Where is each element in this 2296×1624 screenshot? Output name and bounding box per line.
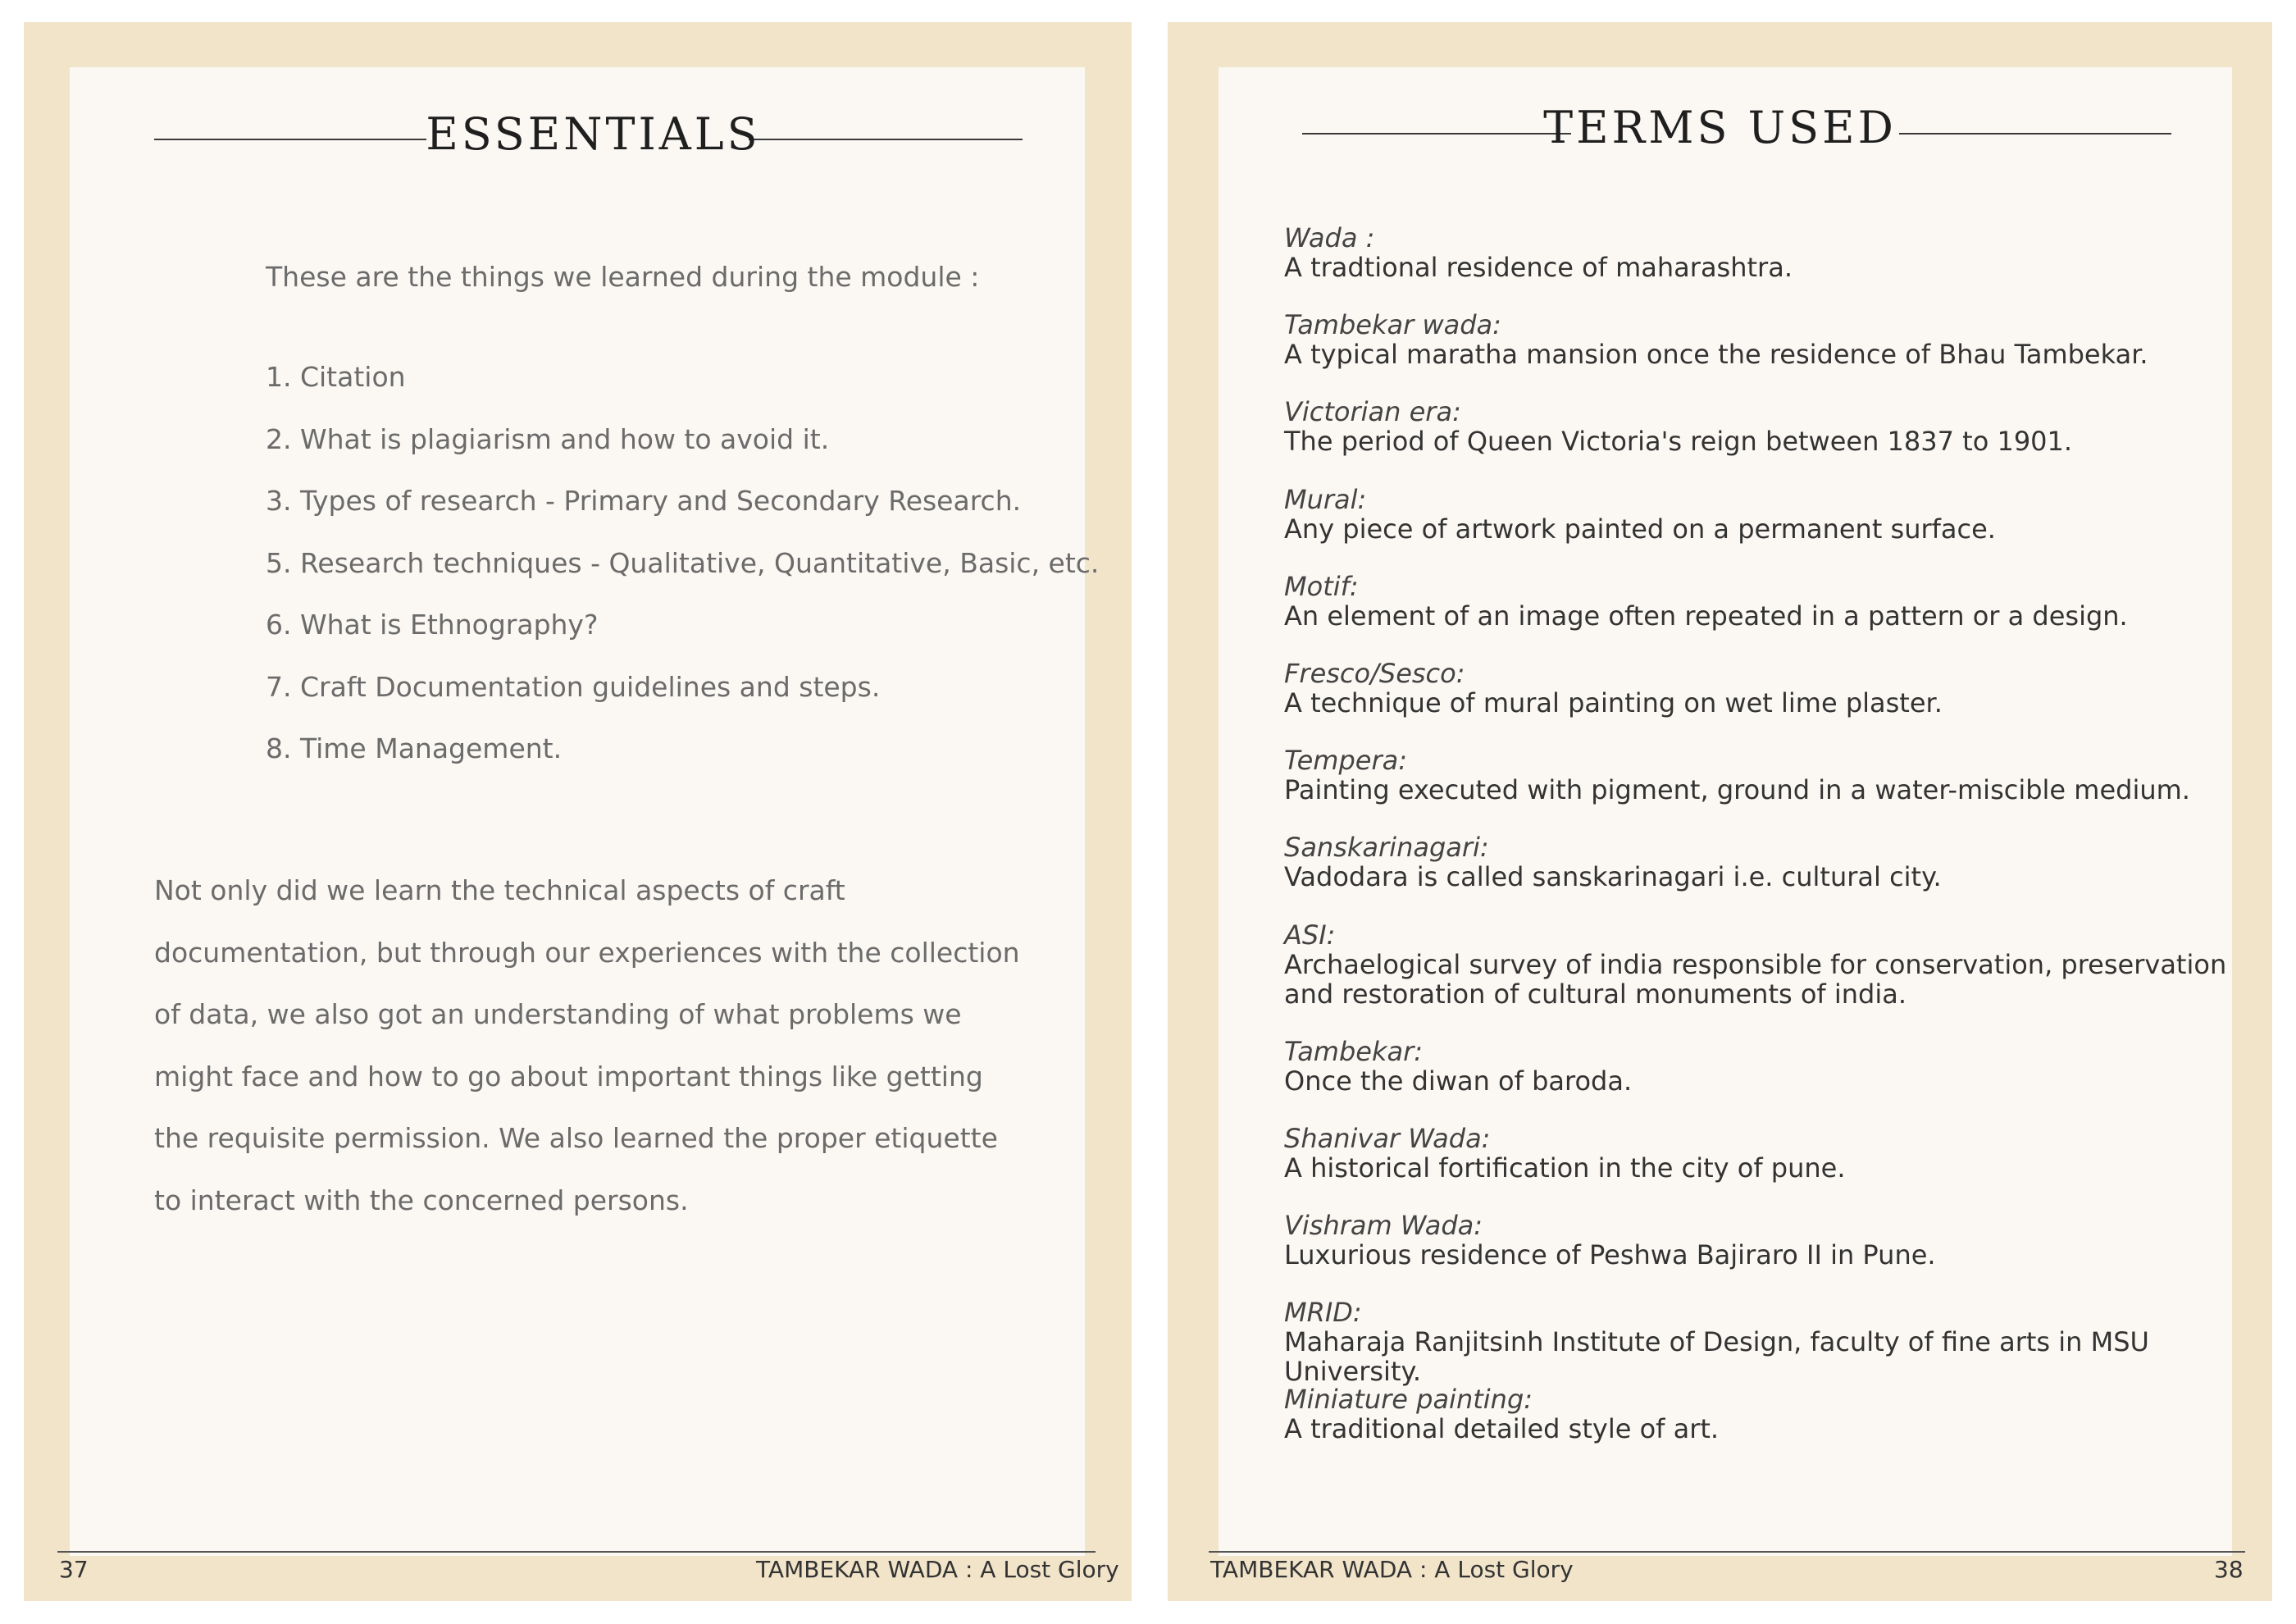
term-entry <box>1284 1124 2235 1211</box>
term-entry <box>1284 1037 2235 1124</box>
term-name: Mural: <box>1284 483 1367 515</box>
essentials-heading: ESSENTIALS <box>426 108 761 160</box>
term-definition: Maharaja Ranjitsinh Institute of Design, faculty of fine arts in MSU University. <box>1284 1326 2149 1388</box>
term-definition: A historical fortification in the city of pune. <box>1284 1152 1846 1184</box>
terms-list <box>1284 223 2235 1471</box>
term-definition: The period of Queen Victoria's reign between 1837 to 1901. <box>1284 426 2073 458</box>
term-entry <box>1284 1385 2235 1471</box>
term-entry <box>1284 920 2235 1037</box>
term-definition: Painting executed with pigment, ground in a water-miscible medium. <box>1284 774 2190 806</box>
terms-heading: TERMS USED <box>1543 102 1897 153</box>
term-entry <box>1284 572 2235 659</box>
page-number-right: 38 <box>2214 1556 2244 1583</box>
term-definition: Luxurious residence of Peshwa Bajiraro II in Pune. <box>1284 1239 1936 1270</box>
term-entry <box>1284 746 2235 833</box>
term-name: Victorian era: <box>1284 396 1461 428</box>
left-page <box>24 22 1132 1601</box>
term-definition: Vadodara is called sanskarinagari i.e. cultural city. <box>1284 861 1942 893</box>
list-item: 7. Craft Documentation guidelines and steps. <box>266 670 881 703</box>
term-definition: Any piece of artwork painted on a permanent surface. <box>1284 513 1996 545</box>
term-name: Tambekar: <box>1284 1035 1424 1067</box>
term-definition: An element of an image often repeated in a pattern or a design. <box>1284 600 2128 632</box>
term-name: Wada : <box>1284 222 1375 253</box>
term-definition: Once the diwan of baroda. <box>1284 1065 1633 1097</box>
term-definition: Archaelogical survey of india responsible for conservation, preservation <box>1284 948 2227 980</box>
essentials-intro: These are the things we learned during the module : <box>266 261 980 293</box>
term-name: Sanskarinagari: <box>1284 832 1489 864</box>
term-definition: A typical maratha mansion once the residence of Bhau Tambekar. <box>1284 339 2148 371</box>
list-item: 6. What is Ethnography? <box>266 609 599 641</box>
term-definition: A tradtional residence of maharashtra. <box>1284 252 1793 283</box>
page-number-left: 37 <box>59 1556 89 1583</box>
term-name: ASI: <box>1284 919 1336 951</box>
footer-rule-left <box>57 1551 1096 1553</box>
term-definition: A technique of mural painting on wet lime plaster. <box>1284 687 1943 718</box>
list-item: 1. Citation <box>266 361 406 393</box>
list-item: 3. Types of research - Primary and Secondary Research. <box>266 485 1022 517</box>
term-entry <box>1284 1297 2235 1388</box>
footer-rule-right <box>1209 1551 2245 1553</box>
term-name: Miniature painting: <box>1284 1384 1533 1416</box>
term-name: Shanivar Wada: <box>1284 1122 1491 1154</box>
list-item: 2. What is plagiarism and how to avoid it. <box>266 422 830 455</box>
term-name: MRID: <box>1284 1297 1362 1329</box>
term-entry <box>1284 485 2235 572</box>
term-name: Tempera: <box>1284 745 1407 777</box>
list-item: 8. Time Management. <box>266 732 563 764</box>
essentials-paragraph: Not only did we learn the technical aspects of craft documentation, but through our experiences with the collection of data, we also got an understanding of what problems we might face and how to go about important things like getting the requisite permission. We also learned the proper etiquette to interact with the concerned persons. <box>154 874 1020 1216</box>
term-definition: A traditional detailed style of art. <box>1284 1413 1720 1445</box>
essentials-list <box>266 357 1099 791</box>
term-entry <box>1284 1211 2235 1298</box>
footer-title-left: TAMBEKAR WADA : A Lost Glory <box>756 1556 1119 1583</box>
term-entry <box>1284 223 2235 310</box>
term-entry <box>1284 310 2235 397</box>
list-item: 5. Research techniques - Qualitative, Quantitative, Basic, etc. <box>266 546 1100 579</box>
term-entry <box>1284 833 2235 919</box>
term-name: Motif: <box>1284 570 1359 602</box>
term-name: Vishram Wada: <box>1284 1209 1483 1241</box>
footer-title-right: TAMBEKAR WADA : A Lost Glory <box>1210 1556 1574 1583</box>
term-definition-continued: and restoration of cultural monuments of india. <box>1284 978 1906 1010</box>
term-entry <box>1284 397 2235 484</box>
term-name: Fresco/Sesco: <box>1284 657 1465 689</box>
term-entry <box>1284 659 2235 746</box>
term-name: Tambekar wada: <box>1284 309 1501 341</box>
